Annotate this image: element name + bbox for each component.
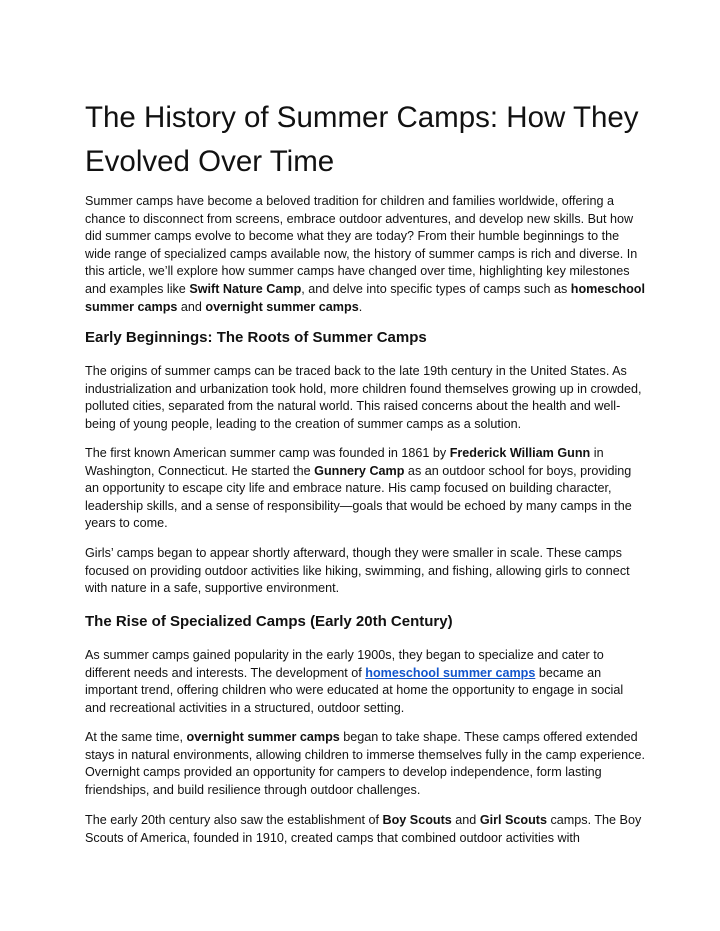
spec-p2-bold-overnight: overnight summer camps [186, 730, 340, 744]
spec-p3-text-2: and [451, 813, 480, 827]
spec-p2-text-1: At the same time, [85, 730, 187, 744]
early-p2-bold-gunn: Frederick William Gunn [449, 446, 591, 460]
early-p2-text-3: as an outdoor school for boys, providing an opportunity to escape city life and embrace nature. His camp focused on building character, leadership skills, and a sense of responsibility—goals that would be echoed by many camps in the years to come. [85, 463, 632, 531]
intro-bold-homeschool: homeschool summer camps [85, 281, 645, 314]
spec-p3-bold-girl-scouts: Girl Scouts [479, 813, 547, 827]
intro-text-3: and [177, 299, 206, 314]
intro-bold-overnight: overnight summer camps [205, 299, 359, 314]
early-p2-bold-gunnery-camp: Gunnery Camp [314, 463, 405, 478]
early-paragraph-3: Girls’ camps began to appear shortly afterward, though they were smaller in scale. These camps focused on providing outdoor activities like hiking, swimming, and fishing, allowing girls to connect with nature in a safe, supportive environment. [85, 546, 630, 596]
intro-text-2: , and delve into specific types of camps such as [301, 281, 571, 296]
intro-text-1: Summer camps have become a beloved tradition for children and families worldwide, offering a chance to disconnect from screens, embrace outdoor adventures, and develop new skills. But how did summer camps evolve to become what they are today? From their humble beginnings to the wide range of specialized camps available now, the history of summer camps is rich and diverse. In this article, we’ll explore how summer camps have changed over time, highlighting key milestones and examples like [85, 194, 638, 296]
specialized-paragraph-3 [85, 812, 645, 847]
section-heading-early-beginnings: Early Beginnings: The Roots of Summer Camps [85, 329, 427, 346]
intro-text-4: . [358, 299, 363, 314]
specialized-paragraph-2 [85, 729, 645, 799]
early-p2-text-1: The first known American summer camp was founded in 1861 by [85, 446, 450, 460]
specialized-paragraph-1 [85, 647, 645, 717]
spec-p3-bold-boy-scouts: Boy Scouts [382, 813, 452, 827]
section-heading-specialized-camps: The Rise of Specialized Camps (Early 20th Century) [85, 613, 453, 630]
intro-bold-swift-nature-camp: Swift Nature Camp [189, 281, 302, 296]
intro-paragraph [85, 193, 645, 316]
spec-p1-text-2: became an important trend, offering children who were educated at home the opportunity to engage in social and recreational activities in a structured, outdoor setting. [85, 665, 624, 715]
early-p2-text-2: in Washington, Connecticut. He started the [85, 446, 604, 478]
homeschool-summer-camps-link[interactable]: homeschool summer camps [365, 665, 536, 680]
spec-p3-text-1: The early 20th century also saw the establishment of [85, 813, 383, 827]
spec-p3-text-3: camps. The Boy Scouts of America, founded in 1910, created camps that combined outdoor activities with [85, 813, 642, 845]
early-paragraph-1: The origins of summer camps can be traced back to the late 19th century in the United States. As industrialization and urbanization took hold, more children found themselves growing up in crowded, polluted cities, separated from the natural world. This raised concerns about the health and well-being of young people, leading to the creation of summer camps as a solution. [85, 364, 642, 431]
spec-p1-text-1: As summer camps gained popularity in the early 1900s, they began to specialize and cater to different needs and interests. The development of [85, 648, 604, 680]
early-paragraph-2 [85, 445, 645, 533]
spec-p2-text-2: began to take shape. These camps offered extended stays in natural environments, allowing children to immerse themselves fully in the camp experience. Overnight camps provided an opportunity for campers to develop independence, form lasting friendships, and build resilience through outdoor challenges. [85, 730, 645, 797]
page-title: The History of Summer Camps: How They Evolved Over Time [85, 101, 639, 178]
